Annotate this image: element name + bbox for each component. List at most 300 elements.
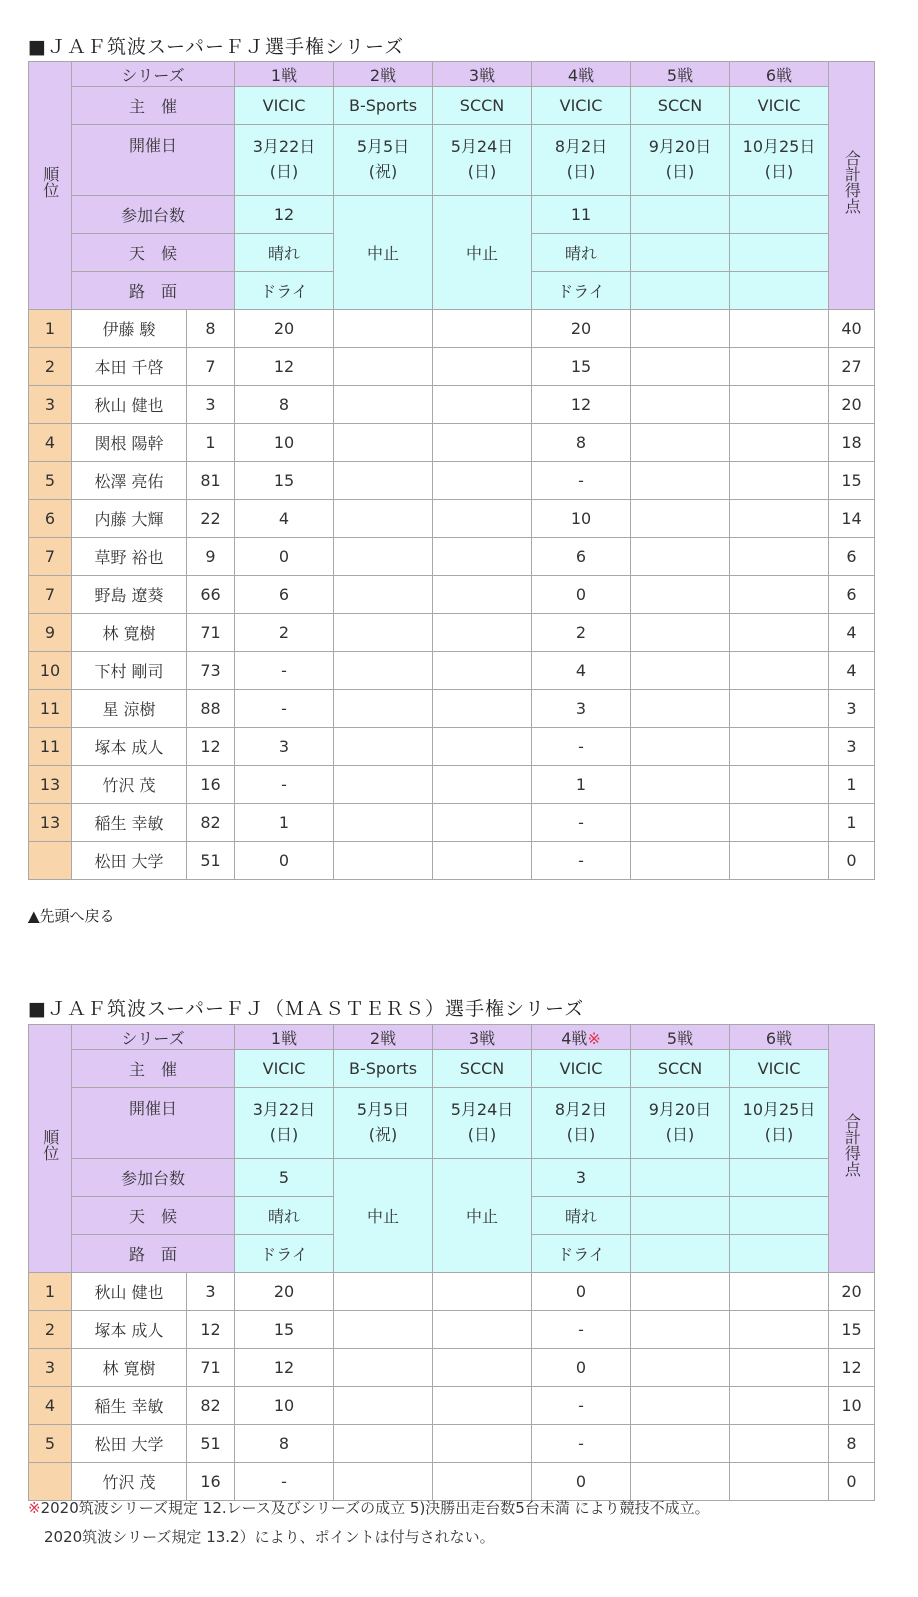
round-1-organizer: VICIC (235, 1050, 334, 1088)
round-6-points-cell (730, 766, 829, 804)
round-5-points-cell (631, 1311, 730, 1349)
round-3-points-cell (433, 1349, 532, 1387)
day-text: (日) (764, 1125, 794, 1144)
day-text: (祝) (368, 1125, 398, 1144)
table-row (29, 614, 875, 652)
round-1-points-cell: 8 (235, 1425, 334, 1463)
rank-cell (29, 842, 72, 880)
note-mark: ※ (587, 1028, 601, 1048)
car-number-cell: 82 (187, 1387, 235, 1425)
car-number-cell: 12 (187, 1311, 235, 1349)
note-mark: ※ (28, 1499, 41, 1517)
total-header-label: 合計得点 (842, 149, 862, 214)
round-5-weather (631, 1197, 730, 1235)
total-points-cell: 20 (829, 386, 875, 424)
total-points-cell: 6 (829, 538, 875, 576)
table-row (29, 500, 875, 538)
rank-cell: 4 (29, 424, 72, 462)
round-1-points-cell: 20 (235, 1273, 334, 1311)
round-6-points-cell (730, 1349, 829, 1387)
car-number-cell: 16 (187, 766, 235, 804)
car-number-cell: 9 (187, 538, 235, 576)
round-1-header: 1戦 (235, 62, 334, 87)
round-1-header: 1戦 (235, 1025, 334, 1050)
round-4-weather: 晴れ (532, 234, 631, 272)
round-4-points-cell: - (532, 1311, 631, 1349)
round-5-points-cell (631, 614, 730, 652)
round-6-entries (730, 196, 829, 234)
round-6-organizer: VICIC (730, 87, 829, 125)
round-4-points-cell: 12 (532, 386, 631, 424)
round-4-points-cell: 6 (532, 538, 631, 576)
round-3-date (433, 125, 532, 196)
table-row (29, 538, 875, 576)
driver-name-cell: 伊藤 駿 (72, 310, 187, 348)
round-1-points-cell: 1 (235, 804, 334, 842)
entries-label: 参加台数 (72, 1159, 235, 1197)
round-6-points-cell (730, 576, 829, 614)
round-5-points-cell (631, 652, 730, 690)
series-label: シリーズ (72, 62, 235, 87)
round-3-header: 3戦 (433, 1025, 532, 1050)
round-3-organizer: SCCN (433, 87, 532, 125)
table-row (29, 804, 875, 842)
driver-name-cell: 下村 剛司 (72, 652, 187, 690)
total-points-cell: 18 (829, 424, 875, 462)
day-text: (日) (269, 1125, 299, 1144)
round-4-entries: 3 (532, 1159, 631, 1197)
total-points-cell: 1 (829, 804, 875, 842)
round-6-surface (730, 1235, 829, 1273)
header-rows (29, 1025, 875, 1273)
round-4-points-cell: 8 (532, 424, 631, 462)
round-5-points-cell (631, 766, 730, 804)
round-3-header: 3戦 (433, 62, 532, 87)
total-points-cell: 14 (829, 500, 875, 538)
day-text: (日) (467, 1125, 497, 1144)
round-3-points-cell (433, 348, 532, 386)
round-1-points-cell: 10 (235, 1387, 334, 1425)
round-1-organizer: VICIC (235, 87, 334, 125)
round-1-points-cell: 12 (235, 348, 334, 386)
round-2-date (334, 1088, 433, 1159)
surface-label: 路 面 (72, 1235, 235, 1273)
car-number-cell: 73 (187, 652, 235, 690)
rank-cell: 11 (29, 690, 72, 728)
round-5-surface (631, 272, 730, 310)
round-2-cancelled: 中止 (334, 196, 433, 310)
car-number-cell: 3 (187, 1273, 235, 1311)
day-text: (日) (764, 162, 794, 181)
round-5-points-cell (631, 462, 730, 500)
round-6-points-cell (730, 804, 829, 842)
date-text: 3月22日 (252, 137, 316, 157)
round-4-name: 4戦 (561, 1028, 588, 1048)
round-4-points-cell: 1 (532, 766, 631, 804)
round-2-points-cell (334, 424, 433, 462)
table-row (29, 1349, 875, 1387)
total-points-cell: 3 (829, 690, 875, 728)
round-6-points-cell (730, 690, 829, 728)
round-5-entries (631, 1159, 730, 1197)
round-2-points-cell (334, 842, 433, 880)
round-1-date (235, 125, 334, 196)
round-1-points-cell: 3 (235, 728, 334, 766)
rank-cell: 1 (29, 310, 72, 348)
driver-name-cell: 星 涼樹 (72, 690, 187, 728)
rank-cell: 2 (29, 348, 72, 386)
total-points-cell: 0 (829, 842, 875, 880)
day-text: (日) (269, 162, 299, 181)
round-6-points-cell (730, 538, 829, 576)
driver-name-cell: 稲生 幸敏 (72, 1387, 187, 1425)
round-6-points-cell (730, 1387, 829, 1425)
round-4-points-cell: 0 (532, 1463, 631, 1501)
round-4-points-cell: - (532, 842, 631, 880)
total-header (829, 1025, 875, 1273)
round-3-points-cell (433, 728, 532, 766)
date-label: 開催日 (72, 1088, 235, 1159)
round-2-points-cell (334, 538, 433, 576)
up-triangle-icon: ▲ (28, 907, 40, 925)
round-4-points-cell: 3 (532, 690, 631, 728)
driver-name-cell: 秋山 健也 (72, 1273, 187, 1311)
round-5-entries (631, 196, 730, 234)
round-1-points-cell: 2 (235, 614, 334, 652)
total-points-cell: 1 (829, 766, 875, 804)
round-2-points-cell (334, 614, 433, 652)
round-5-header: 5戦 (631, 62, 730, 87)
car-number-cell: 51 (187, 842, 235, 880)
table-row (29, 1463, 875, 1501)
round-2-points-cell (334, 500, 433, 538)
round-5-points-cell (631, 842, 730, 880)
round-3-points-cell (433, 386, 532, 424)
total-points-cell: 40 (829, 310, 875, 348)
round-3-points-cell (433, 614, 532, 652)
rank-cell: 7 (29, 538, 72, 576)
round-4-points-cell: - (532, 804, 631, 842)
round-3-points-cell (433, 1311, 532, 1349)
round-6-weather (730, 1197, 829, 1235)
round-5-organizer: SCCN (631, 1050, 730, 1088)
date-text: 10月25日 (742, 137, 816, 157)
round-1-points-cell: 4 (235, 500, 334, 538)
total-points-cell: 10 (829, 1387, 875, 1425)
round-6-points-cell (730, 424, 829, 462)
table1-title: ■ＪＡＦ筑波スーパーＦＪ選手権シリーズ (28, 36, 405, 58)
series-label: シリーズ (72, 1025, 235, 1050)
standings-table-superfj (28, 61, 875, 880)
rank-header (29, 1025, 72, 1273)
round-3-cancelled: 中止 (433, 196, 532, 310)
round-2-points-cell (334, 1463, 433, 1501)
round-4-points-cell: - (532, 1425, 631, 1463)
rank-cell: 9 (29, 614, 72, 652)
round-5-points-cell (631, 348, 730, 386)
round-4-points-cell: 4 (532, 652, 631, 690)
standings-table-masters (28, 1024, 875, 1501)
round-6-header: 6戦 (730, 62, 829, 87)
date-text: 9月20日 (648, 137, 712, 157)
round-4-points-cell: - (532, 728, 631, 766)
rank-cell: 7 (29, 576, 72, 614)
car-number-cell: 81 (187, 462, 235, 500)
back-to-top-link[interactable] (28, 905, 115, 926)
car-number-cell: 71 (187, 1349, 235, 1387)
total-header-label: 合計得点 (842, 1112, 862, 1177)
table-row (29, 386, 875, 424)
table-row (29, 1387, 875, 1425)
rank-cell: 11 (29, 728, 72, 766)
round-4-points-cell: 0 (532, 1273, 631, 1311)
rank-cell: 5 (29, 462, 72, 500)
table-row (29, 424, 875, 462)
round-5-points-cell (631, 424, 730, 462)
date-text: 5月5日 (356, 1100, 410, 1120)
round-4-points-cell: 0 (532, 1349, 631, 1387)
round-4-organizer: VICIC (532, 1050, 631, 1088)
round-6-points-cell (730, 348, 829, 386)
round-3-points-cell (433, 310, 532, 348)
round-5-points-cell (631, 1349, 730, 1387)
total-points-cell: 27 (829, 348, 875, 386)
date-text: 5月5日 (356, 137, 410, 157)
rank-cell: 13 (29, 804, 72, 842)
round-4-organizer: VICIC (532, 87, 631, 125)
round-1-points-cell: 0 (235, 538, 334, 576)
round-4-points-cell: 10 (532, 500, 631, 538)
driver-name-cell: 関根 陽幹 (72, 424, 187, 462)
round-4-points-cell: 2 (532, 614, 631, 652)
round-5-points-cell (631, 804, 730, 842)
day-text: (日) (665, 1125, 695, 1144)
driver-name-cell: 秋山 健也 (72, 386, 187, 424)
round-5-points-cell (631, 1425, 730, 1463)
driver-name-cell: 本田 千啓 (72, 348, 187, 386)
total-header (829, 62, 875, 310)
car-number-cell: 8 (187, 310, 235, 348)
round-6-points-cell (730, 728, 829, 766)
car-number-cell: 22 (187, 500, 235, 538)
date-text: 8月2日 (554, 137, 608, 157)
round-6-points-cell (730, 614, 829, 652)
round-5-header: 5戦 (631, 1025, 730, 1050)
round-6-points-cell (730, 1425, 829, 1463)
round-2-points-cell (334, 1349, 433, 1387)
driver-name-cell: 松田 大学 (72, 1425, 187, 1463)
round-4-points-cell: 20 (532, 310, 631, 348)
date-text: 10月25日 (742, 1100, 816, 1120)
round-6-points-cell (730, 1273, 829, 1311)
note-text-1: 2020筑波シリーズ規定 12.レース及びシリーズの成立 5)決勝出走台数5台未満 により競技不成立。 (40, 1499, 710, 1517)
rank-cell (29, 1463, 72, 1501)
round-3-points-cell (433, 500, 532, 538)
table2-title: ■ＪＡＦ筑波スーパーＦＪ（ＭＡＳＴＥＲＳ）選手権シリーズ (28, 998, 585, 1020)
round-5-points-cell (631, 576, 730, 614)
round-1-entries: 5 (235, 1159, 334, 1197)
note-line-1 (28, 1497, 710, 1518)
table-row (29, 576, 875, 614)
table-row (29, 842, 875, 880)
round-2-points-cell (334, 462, 433, 500)
round-6-entries (730, 1159, 829, 1197)
round-1-points-cell: - (235, 766, 334, 804)
round-2-points-cell (334, 1387, 433, 1425)
round-2-header: 2戦 (334, 1025, 433, 1050)
round-1-points-cell: 15 (235, 462, 334, 500)
table-row (29, 1273, 875, 1311)
rank-cell: 13 (29, 766, 72, 804)
round-5-points-cell (631, 690, 730, 728)
round-1-surface: ドライ (235, 272, 334, 310)
round-1-points-cell: 6 (235, 576, 334, 614)
round-3-organizer: SCCN (433, 1050, 532, 1088)
header-rows (29, 62, 875, 310)
round-4-points-cell: 15 (532, 348, 631, 386)
round-1-points-cell: 10 (235, 424, 334, 462)
rank-cell: 1 (29, 1273, 72, 1311)
total-points-cell: 4 (829, 652, 875, 690)
round-3-points-cell (433, 804, 532, 842)
total-points-cell: 12 (829, 1349, 875, 1387)
round-3-points-cell (433, 842, 532, 880)
table-row (29, 462, 875, 500)
date-text: 5月24日 (450, 1100, 514, 1120)
round-4-points-cell: - (532, 462, 631, 500)
car-number-cell: 88 (187, 690, 235, 728)
round-5-points-cell (631, 500, 730, 538)
round-2-points-cell (334, 652, 433, 690)
round-4-points-cell: - (532, 1387, 631, 1425)
table-row (29, 652, 875, 690)
round-5-points-cell (631, 1463, 730, 1501)
total-points-cell: 8 (829, 1425, 875, 1463)
round-2-points-cell (334, 576, 433, 614)
round-5-points-cell (631, 1387, 730, 1425)
table-row (29, 766, 875, 804)
driver-name-cell: 野島 遼葵 (72, 576, 187, 614)
driver-name-cell: 竹沢 茂 (72, 1463, 187, 1501)
date-text: 8月2日 (554, 1100, 608, 1120)
table-row (29, 348, 875, 386)
round-2-points-cell (334, 310, 433, 348)
car-number-cell: 82 (187, 804, 235, 842)
total-points-cell: 0 (829, 1463, 875, 1501)
driver-name-cell: 松澤 亮佑 (72, 462, 187, 500)
round-1-points-cell: 0 (235, 842, 334, 880)
round-6-date (730, 125, 829, 196)
round-1-points-cell: 8 (235, 386, 334, 424)
round-4-date (532, 125, 631, 196)
back-to-top-label: 先頭へ戻る (39, 907, 115, 925)
round-6-points-cell (730, 1463, 829, 1501)
round-3-points-cell (433, 424, 532, 462)
round-4-date (532, 1088, 631, 1159)
round-4-header: 4戦 (532, 62, 631, 87)
day-text: (日) (467, 162, 497, 181)
round-1-points-cell: - (235, 652, 334, 690)
round-1-points-cell: - (235, 1463, 334, 1501)
round-2-points-cell (334, 1425, 433, 1463)
round-6-organizer: VICIC (730, 1050, 829, 1088)
day-text: (日) (566, 1125, 596, 1144)
rank-cell: 10 (29, 652, 72, 690)
round-6-points-cell (730, 310, 829, 348)
round-4-entries: 11 (532, 196, 631, 234)
table-row (29, 310, 875, 348)
surface-label: 路 面 (72, 272, 235, 310)
round-3-points-cell (433, 576, 532, 614)
driver-name-cell: 竹沢 茂 (72, 766, 187, 804)
round-5-organizer: SCCN (631, 87, 730, 125)
total-points-cell: 15 (829, 462, 875, 500)
round-5-date (631, 125, 730, 196)
round-6-date (730, 1088, 829, 1159)
round-2-points-cell (334, 804, 433, 842)
round-1-date (235, 1088, 334, 1159)
total-points-cell: 6 (829, 576, 875, 614)
round-3-points-cell (433, 690, 532, 728)
round-5-weather (631, 234, 730, 272)
round-4-points-cell: 0 (532, 576, 631, 614)
round-2-organizer: B-Sports (334, 87, 433, 125)
round-5-points-cell (631, 728, 730, 766)
round-2-date (334, 125, 433, 196)
round-3-points-cell (433, 538, 532, 576)
rank-header-label: 順位 (40, 165, 60, 198)
car-number-cell: 12 (187, 728, 235, 766)
table1-body (29, 310, 875, 880)
round-5-points-cell (631, 310, 730, 348)
round-3-points-cell (433, 462, 532, 500)
day-text: (日) (566, 162, 596, 181)
car-number-cell: 3 (187, 386, 235, 424)
round-2-points-cell (334, 1311, 433, 1349)
note-line-2: 2020筑波シリーズ規定 13.2）により、ポイントは付与されない。 (44, 1528, 495, 1546)
round-3-points-cell (433, 1463, 532, 1501)
round-3-points-cell (433, 766, 532, 804)
round-1-weather: 晴れ (235, 234, 334, 272)
round-3-points-cell (433, 1273, 532, 1311)
round-2-points-cell (334, 1273, 433, 1311)
round-5-surface (631, 1235, 730, 1273)
round-1-points-cell: 15 (235, 1311, 334, 1349)
weather-label: 天 候 (72, 234, 235, 272)
round-1-weather: 晴れ (235, 1197, 334, 1235)
round-2-points-cell (334, 348, 433, 386)
round-3-cancelled: 中止 (433, 1159, 532, 1273)
round-1-points-cell: 20 (235, 310, 334, 348)
driver-name-cell: 林 寛樹 (72, 1349, 187, 1387)
rank-cell: 3 (29, 386, 72, 424)
entries-label: 参加台数 (72, 196, 235, 234)
round-6-header: 6戦 (730, 1025, 829, 1050)
round-1-points-cell: - (235, 690, 334, 728)
car-number-cell: 71 (187, 614, 235, 652)
organizer-label: 主 催 (72, 87, 235, 125)
round-4-weather: 晴れ (532, 1197, 631, 1235)
round-6-points-cell (730, 652, 829, 690)
round-1-points-cell: 12 (235, 1349, 334, 1387)
driver-name-cell: 松田 大学 (72, 842, 187, 880)
rank-cell: 6 (29, 500, 72, 538)
round-2-cancelled: 中止 (334, 1159, 433, 1273)
total-points-cell: 3 (829, 728, 875, 766)
round-5-points-cell (631, 538, 730, 576)
round-2-organizer: B-Sports (334, 1050, 433, 1088)
round-3-date (433, 1088, 532, 1159)
